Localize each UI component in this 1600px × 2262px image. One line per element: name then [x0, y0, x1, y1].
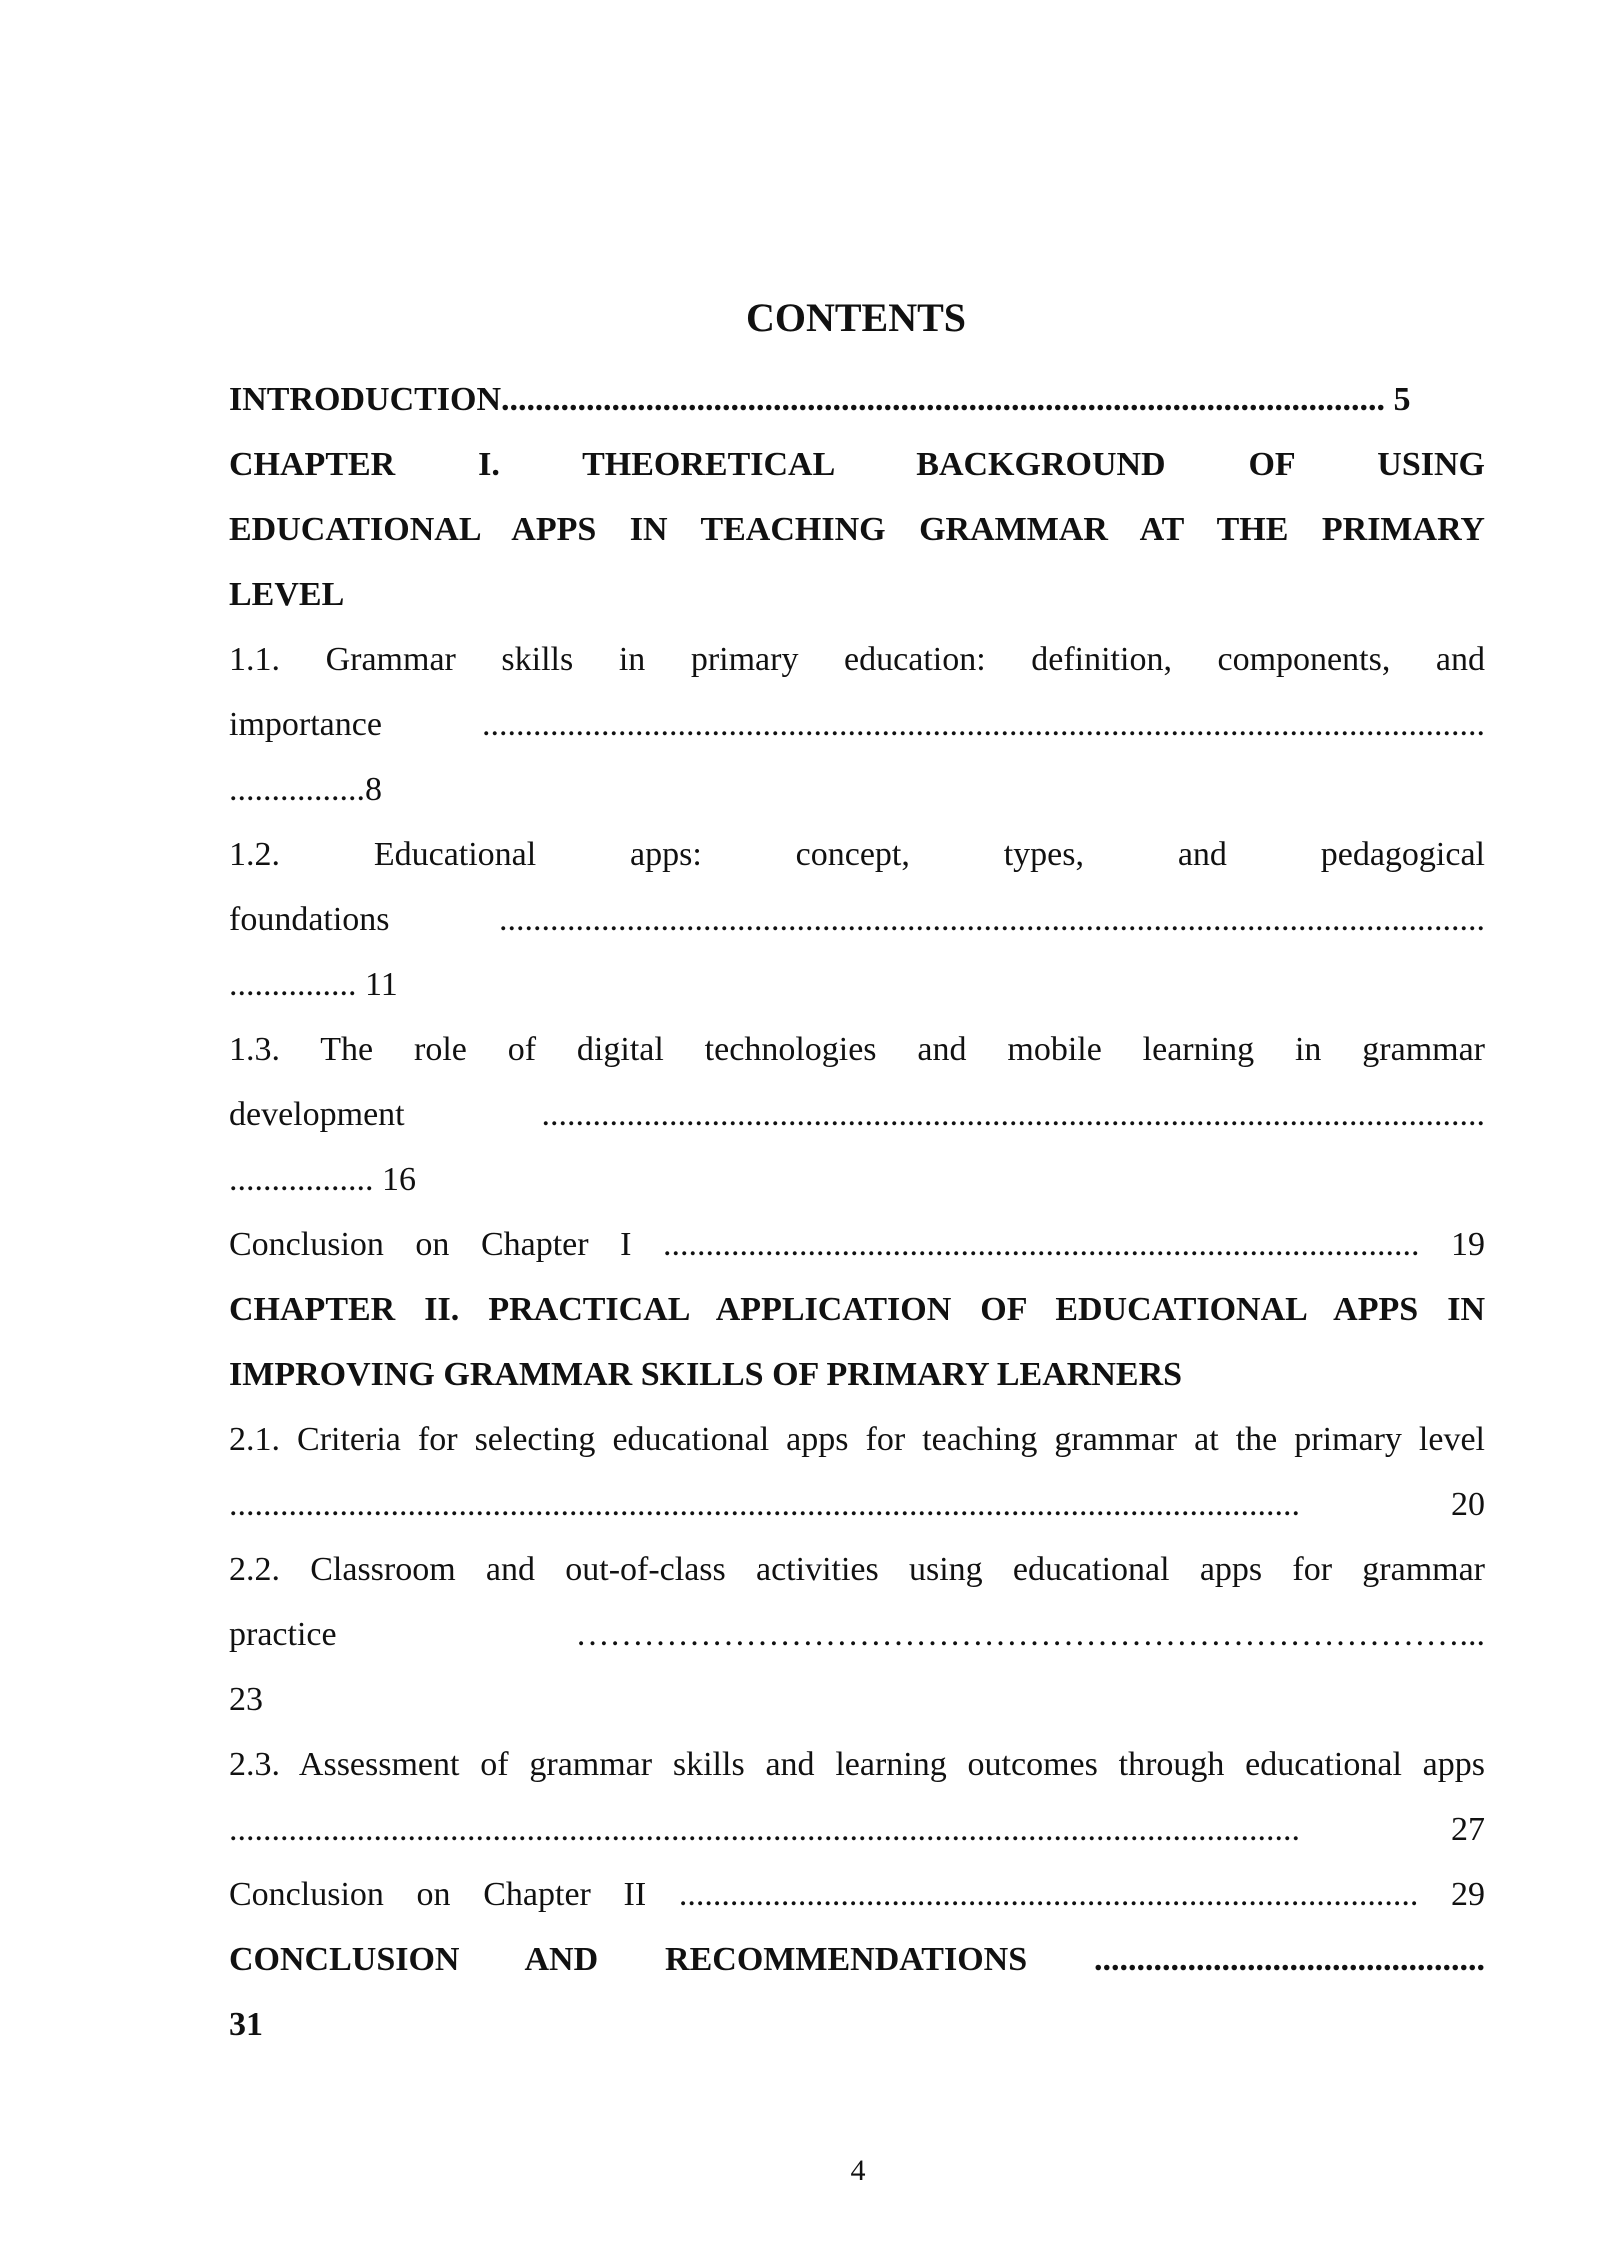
toc-page-number: 23: [229, 1681, 263, 1718]
toc-line: [229, 1082, 1485, 1147]
toc-entry-section-2-1[interactable]: [229, 1407, 1485, 1537]
toc-line: [229, 887, 1485, 952]
toc-line: 2.2. Classroom and out-of-class activities using educational apps for grammar: [229, 1551, 1485, 1588]
toc-line: LEVEL: [229, 576, 345, 613]
toc-line: 1.3. The role of digital technologies and mobile learning in grammar: [229, 1031, 1485, 1068]
toc-line: [229, 1472, 1485, 1537]
toc-line: [229, 1602, 1485, 1667]
toc-page-number: 31: [229, 2006, 263, 2043]
toc-entry-conclusion-chapter-2[interactable]: [229, 1862, 1485, 1927]
toc-entry-section-1-1[interactable]: [229, 627, 1485, 822]
toc-entry-text: CONCLUSION AND RECOMMENDATIONS: [229, 1941, 1028, 1978]
page-title: CONTENTS: [745, 295, 967, 340]
toc-line: CHAPTER I. THEORETICAL BACKGROUND OF USING: [229, 446, 1485, 483]
toc-leader-dots: ........................................................................................................: [501, 381, 1386, 418]
toc-entry-text: INTRODUCTION: [229, 381, 502, 418]
page-number: 4: [850, 2154, 866, 2187]
toc-page-number: ............... 11: [229, 966, 398, 1003]
toc-entry-text: foundations: [229, 901, 390, 938]
toc-page-number: 20: [1451, 1486, 1485, 1523]
toc-line: [229, 1797, 1485, 1862]
table-of-contents: [229, 367, 1485, 2057]
toc-page-number: ................. 16: [229, 1161, 416, 1198]
toc-entry-text: importance: [229, 706, 382, 743]
toc-entry-conclusion-chapter-1[interactable]: [229, 1212, 1485, 1277]
toc-line: 1.2. Educational apps: concept, types, and pedagogical: [229, 836, 1485, 873]
toc-leader-dots: ......................................................................................................................: [482, 706, 1485, 743]
toc-page-number: 29: [1451, 1876, 1486, 1913]
toc-entry-section-2-2[interactable]: [229, 1537, 1485, 1732]
toc-entry-chapter-1[interactable]: [229, 432, 1485, 627]
toc-line: CHAPTER II. PRACTICAL APPLICATION OF EDUCATIONAL APPS IN: [229, 1291, 1485, 1328]
toc-leader-dots: ..............................................................................................................................: [229, 1811, 1300, 1848]
toc-leader-dots: ..............................................................................................................................: [229, 1486, 1300, 1523]
toc-entry-chapter-2[interactable]: [229, 1277, 1485, 1407]
toc-leader-dots: ……………………………………………………………………...: [575, 1616, 1485, 1653]
toc-leader-dots: ..............................................: [1094, 1941, 1486, 1978]
toc-leader-dots: .......................................................................................: [678, 1876, 1419, 1913]
toc-entry-introduction[interactable]: [229, 367, 1485, 432]
toc-entry-text: Conclusion on Chapter II: [229, 1876, 647, 1913]
toc-leader-dots: ...............................................................................................................: [541, 1096, 1485, 1133]
toc-page-number: 5: [1393, 381, 1411, 418]
toc-entry-section-2-3[interactable]: [229, 1732, 1485, 1862]
toc-entry-text: practice: [229, 1616, 337, 1653]
toc-line: IMPROVING GRAMMAR SKILLS OF PRIMARY LEARNERS: [229, 1356, 1183, 1393]
toc-entry-text: development: [229, 1096, 405, 1133]
toc-page-number: 27: [1451, 1811, 1485, 1848]
toc-entry-conclusion-recommendations[interactable]: [229, 1927, 1485, 2057]
toc-page-number: ................8: [229, 771, 382, 808]
toc-entry-text: Conclusion on Chapter I: [229, 1226, 632, 1263]
toc-page-number: 19: [1451, 1226, 1485, 1263]
toc-entry-section-1-3[interactable]: [229, 1017, 1485, 1212]
toc-line: 2.3. Assessment of grammar skills and learning outcomes through educational apps: [229, 1746, 1485, 1783]
toc-entry-section-1-2[interactable]: [229, 822, 1485, 1017]
toc-line: [229, 692, 1485, 757]
toc-leader-dots: ....................................................................................................................: [499, 901, 1485, 938]
toc-line: 2.1. Criteria for selecting educational apps for teaching grammar at the primary level: [229, 1421, 1485, 1458]
toc-line: EDUCATIONAL APPS IN TEACHING GRAMMAR AT THE PRIMARY: [229, 511, 1485, 548]
toc-line: [229, 1927, 1485, 1992]
toc-leader-dots: .........................................................................................: [662, 1226, 1420, 1263]
toc-line: 1.1. Grammar skills in primary education: definition, components, and: [229, 641, 1485, 678]
